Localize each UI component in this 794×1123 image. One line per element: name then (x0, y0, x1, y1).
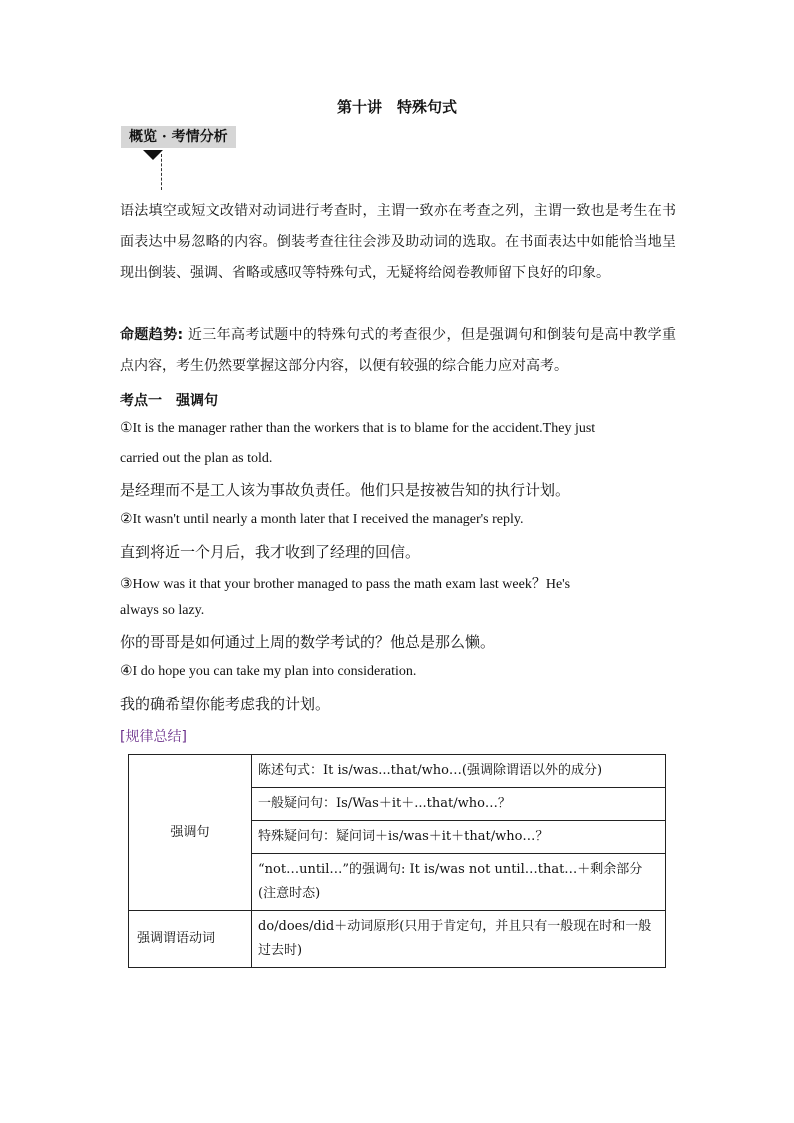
group-label-emphasis: 强调句 (129, 755, 252, 911)
table-cell: 陈述句式：It is/was...that/who…(强调除谓语以外的成分) (252, 755, 666, 788)
example-3-zh: 你的哥哥是如何通过上周的数学考试的？他总是那么懒。 (120, 633, 496, 651)
group-label-predicate: 强调谓语动词 (129, 911, 252, 968)
rule-table (128, 754, 666, 968)
badge-pointer-icon (143, 150, 163, 160)
example-1-en-line1: ①It is the manager rather than the workers that is to blame for the accident.They just (120, 421, 596, 436)
trend-label: 命题趋势: (120, 327, 184, 343)
example-4-en: ④I do hope you can take my plan into consideration. (120, 664, 417, 679)
example-3-en-line2: always so lazy. (120, 603, 205, 618)
table-cell: “not…until…”的强调句: It is/was not until…that…＋剩余部分(注意时态) (252, 854, 666, 911)
trend-text: 近三年高考试题中的特殊句式的考查很少，但是强调句和倒装句是高中教学重点内容，考生仍然要掌握这部分内容，以便有较强的综合能力应对高考。 (120, 327, 677, 374)
example-3-en-line1: ③How was it that your brother managed to pass the math exam last week？He's (120, 577, 571, 592)
badge-dashed-line (161, 154, 162, 190)
section-badge: 概览 · 考情分析 (121, 126, 236, 148)
table-cell: 特殊疑问句：疑问词＋is/was＋it＋that/who…？ (252, 821, 666, 854)
page-title: 第十讲 特殊句式 (336, 98, 457, 116)
example-2-zh: 直到将近一个月后，我才收到了经理的回信。 (120, 543, 421, 561)
trend-paragraph (120, 320, 676, 382)
intro-paragraph: 语法填空或短文改错对动词进行考查时，主谓一致亦在考查之列，主谓一致也是考生在书面表达中易忽略的内容。倒装考查往往会涉及助动词的选取。在书面表达中如能恰当地呈现出倒装、强调、省略或感叹等特殊句式，无疑将给阅卷教师留下良好的印象。 (120, 203, 676, 281)
rule-summary-label: [规律总结] (120, 729, 187, 745)
example-1-en-line2: carried out the plan as told. (120, 451, 273, 466)
table-cell: do/does/did＋动词原形(只用于肯定句，并且只有一般现在时和一般过去时) (252, 911, 666, 968)
example-4-zh: 我的确希望你能考虑我的计划。 (120, 695, 331, 713)
section-heading: 考点一 强调句 (120, 393, 218, 409)
table-row (129, 911, 666, 968)
example-2-en: ②It wasn't until nearly a month later that I received the manager's reply. (120, 512, 524, 527)
table-cell: 一般疑问句：Is/Was＋it＋...that/who…？ (252, 788, 666, 821)
table-row (129, 755, 666, 788)
example-1-zh: 是经理而不是工人该为事故负责任。他们只是按被告知的执行计划。 (120, 481, 571, 499)
